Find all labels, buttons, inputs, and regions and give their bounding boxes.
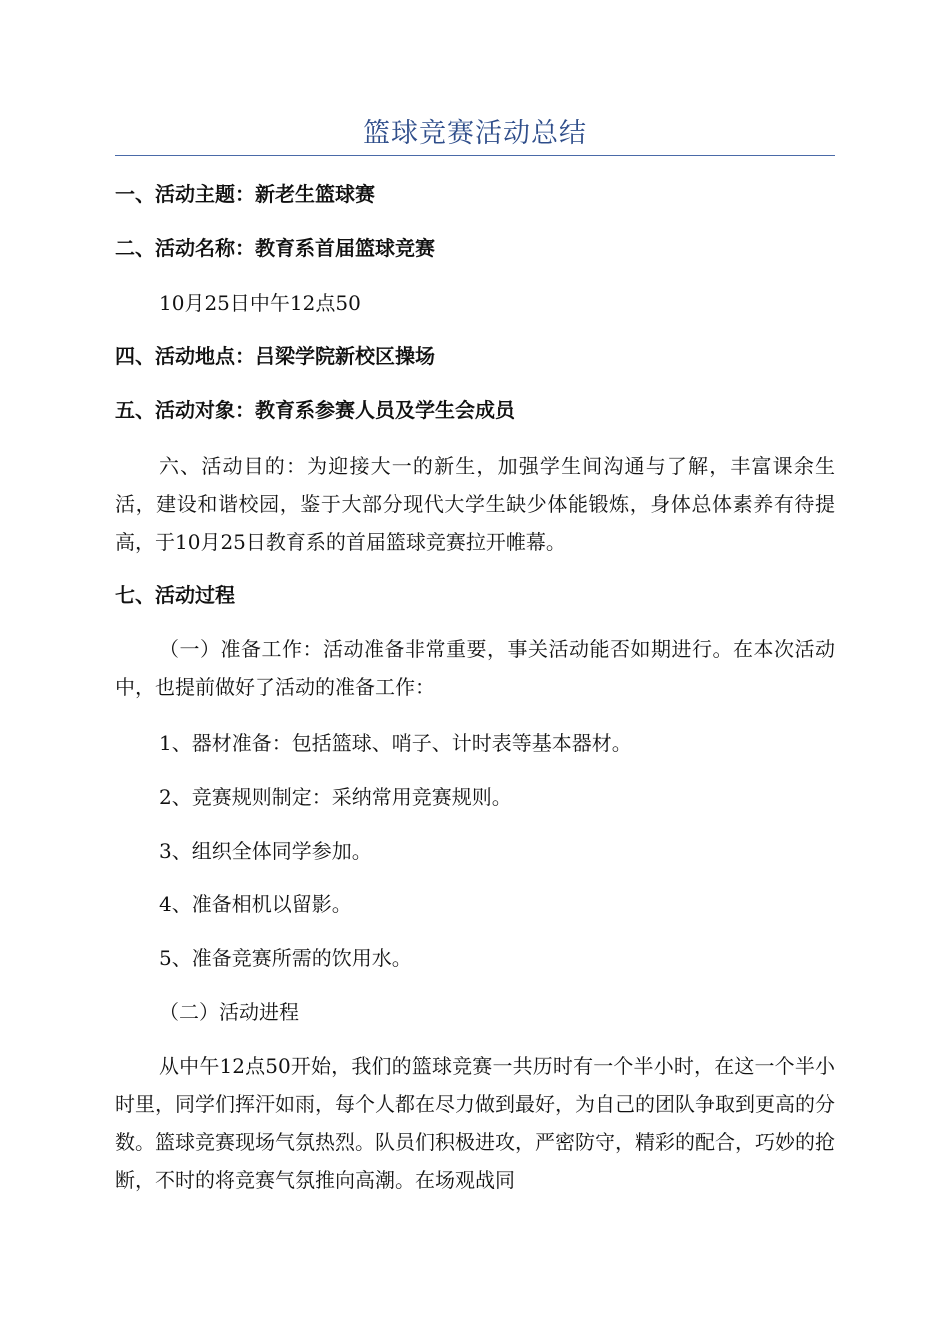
activity-audience: 五、活动对象：教育系参赛人员及学生会成员	[115, 398, 515, 422]
activity-time: 10月25日中午12点50	[159, 291, 361, 315]
activity-purpose-paragraph: 六、活动目的：为迎接大一的新生，加强学生间沟通与了解，丰富课余生活，建设和谐校园，鉴于大部分现代大学生缺少体能锻炼，身体总体素养有待提高，于10月25日教育系的首届篮球竞赛拉开帷幕。	[115, 454, 835, 554]
prep-item-rules: 2、竞赛规则制定：采纳常用竞赛规则。	[159, 785, 512, 809]
process-heading: 七、活动过程	[115, 583, 235, 607]
activity-name: 二、活动名称：教育系首届篮球竞赛	[115, 236, 435, 260]
progress-heading: （二）活动进程	[159, 1000, 299, 1024]
progress-paragraph: 从中午12点50开始，我们的篮球竞赛一共历时有一个半小时，在这一个半小时里，同学们挥汗如雨，每个人都在尽力做到最好，为自己的团队争取到更高的分数。篮球竞赛现场气氛热烈。队员们积极进攻，严密防守，精彩的配合，巧妙的抢断，不时的将竞赛气氛推向高潮。在场观战同	[115, 1054, 835, 1192]
prep-item-camera: 4、准备相机以留影。	[159, 892, 352, 916]
title-underline	[115, 155, 835, 156]
preparation-intro-paragraph: （一）准备工作：活动准备非常重要，事关活动能否如期进行。在本次活动中，也提前做好了活动的准备工作：	[115, 637, 835, 699]
activity-theme: 一、活动主题：新老生篮球赛	[115, 182, 375, 206]
prep-item-equipment: 1、器材准备：包括篮球、哨子、计时表等基本器材。	[159, 731, 632, 755]
prep-item-organize: 3、组织全体同学参加。	[159, 839, 372, 863]
prep-item-water: 5、准备竞赛所需的饮用水。	[159, 946, 412, 970]
activity-location: 四、活动地点：吕梁学院新校区操场	[115, 344, 435, 368]
document-title: 篮球竞赛活动总结	[363, 118, 587, 149]
